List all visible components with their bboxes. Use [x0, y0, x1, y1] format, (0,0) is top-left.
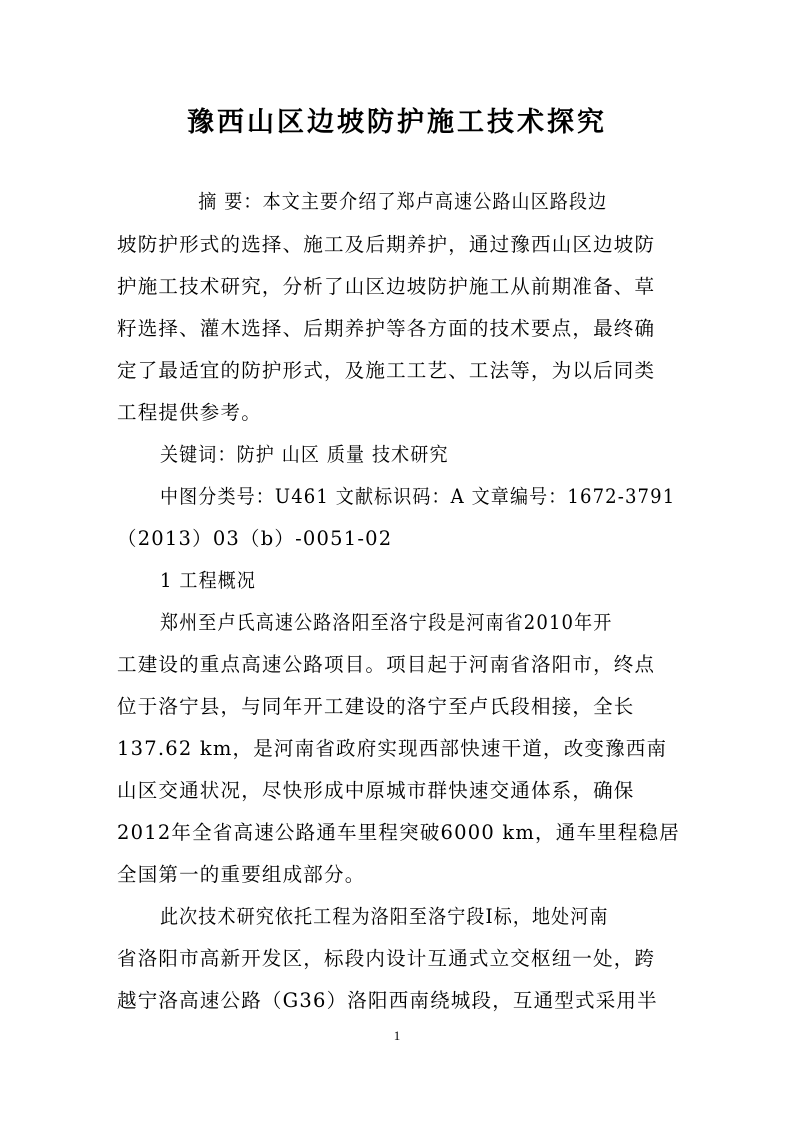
body-line-4: 137.62 km，是河南省政府实现西部快速干道，改变豫西南 — [117, 737, 668, 760]
article-number-line: （2013）03（b）-0051-02 — [117, 527, 393, 550]
abstract-line-2: 坡防护形式的选择、施工及后期养护，通过豫西山区边坡防 — [117, 233, 656, 256]
abstract-line-1: 摘 要：本文主要介绍了郑卢高速公路山区路段边 — [160, 190, 608, 213]
keywords-line: 关键词：防护 山区 质量 技术研究 — [160, 443, 449, 466]
body-line-8: 此次技术研究依托工程为洛阳至洛宁段Ⅰ标，地处河南 — [160, 905, 609, 928]
body-line-7: 全国第一的重要组成部分。 — [117, 863, 366, 886]
document-title: 豫西山区边坡防护施工技术探究 — [187, 107, 607, 138]
classification-line: 中图分类号：U461 文献标识码：A 文章编号：1672-3791 — [160, 485, 676, 508]
body-line-9: 省洛阳市高新开发区，标段内设计互通式立交枢纽一处，跨 — [117, 947, 656, 970]
body-line-6: 2012年全省高速公路通车里程突破6000 km，通车里程稳居 — [117, 821, 680, 844]
body-line-5: 山区交通状况，尽快形成中原城市群快速交通体系，确保 — [117, 779, 635, 802]
body-line-10: 越宁洛高速公路（G36）洛阳西南绕城段，互通型式采用半 — [117, 989, 658, 1012]
body-line-1: 郑州至卢氏高速公路洛阳至洛宁段是河南省2010年开 — [160, 611, 613, 634]
abstract-line-6: 工程提供参考。 — [117, 401, 262, 424]
abstract-line-5: 定了最适宜的防护形式，及施工工艺、工法等，为以后同类 — [117, 359, 656, 382]
abstract-line-3: 护施工技术研究，分析了山区边坡防护施工从前期准备、草 — [117, 275, 656, 298]
page-number: 1 — [393, 1028, 401, 1043]
body-line-3: 位于洛宁县，与同年开工建设的洛宁至卢氏段相接，全长 — [117, 695, 635, 718]
section-heading: 1 工程概况 — [160, 569, 257, 592]
abstract-line-4: 籽选择、灌木选择、后期养护等各方面的技术要点，最终确 — [117, 317, 656, 340]
body-line-2: 工建设的重点高速公路项目。项目起于河南省洛阳市，终点 — [117, 653, 656, 676]
